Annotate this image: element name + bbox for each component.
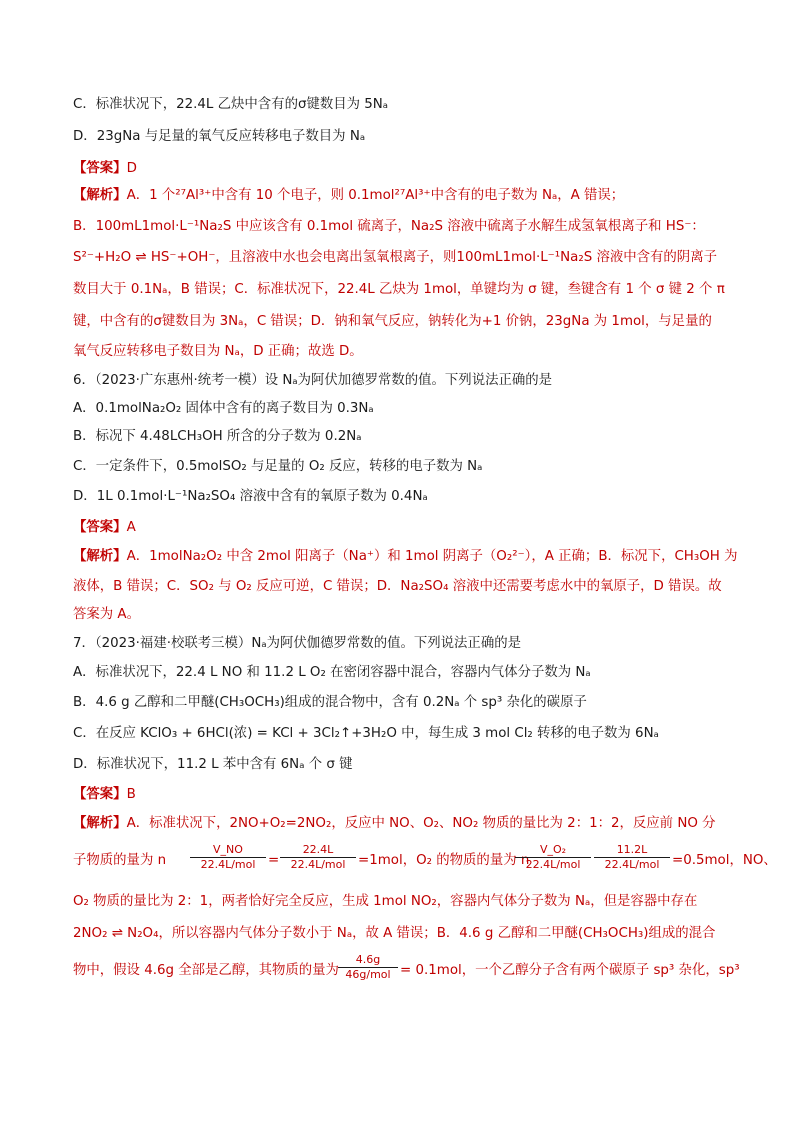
analysis-3-line-1 — [73, 815, 733, 833]
analysis-3-line-4: 2NO₂ ⇌ N₂O₄，所以容器内气体分子数小于 Nₐ，故 A 错误；B．4.6 g 乙醇和二甲醚(CH₃OCH₃)组成的混合 — [73, 926, 716, 941]
fraction-denominator: 22.4L/mol — [200, 858, 256, 871]
answer-label: 【答案】 — [73, 787, 127, 802]
fraction-denominator: 22.4L/mol — [604, 858, 660, 871]
fraction-11-2 — [594, 843, 670, 872]
answer-2 — [73, 519, 733, 537]
q7-option-c: C．在反应 KClO₃ + 6HCl(浓) = KCl + 3Cl₂↑+3H₂O 中，每生成 3 mol Cl₂ 转移的电子数为 6Nₐ — [73, 726, 659, 741]
fraction-denominator: 46g/mol — [345, 968, 391, 981]
analysis-text: A．1molNa₂O₂ 中含 2mol 阳离子（Na⁺）和 1mol 阴离子（O₂²⁻），A 正确；B．标况下，CH₃OH 为 — [126, 549, 738, 564]
answer-value: D — [126, 161, 137, 176]
q7-option-a: A．标准状况下，22.4 L NO 和 11.2 L O₂ 在密闭容器中混合，容器内气体分子数为 Nₐ — [73, 665, 591, 680]
answer-value: A — [126, 520, 136, 535]
analysis-1-line-1 — [73, 187, 733, 205]
q7-option-d: D．标准状况下，11.2 L 苯中含有 6Nₐ 个 σ 键 — [73, 757, 353, 772]
fraction-22-4 — [280, 843, 356, 872]
q6-option-a: A．0.1molNa₂O₂ 固体中含有的离子数目为 0.3Nₐ — [73, 401, 374, 416]
answer-label: 【答案】 — [73, 520, 127, 535]
q5-option-d: D．23gNa 与足量的氧气反应转移电子数目为 Nₐ — [73, 129, 366, 144]
q6-stem: 6．（2023·广东惠州·统考一模）设 Nₐ为阿伏加德罗常数的值。下列说法正确的是 — [73, 373, 553, 388]
fraction-numerator: V_O₂ — [515, 843, 591, 858]
answer-value: B — [126, 787, 136, 802]
q7-option-b: B．4.6 g 乙醇和二甲醚(CH₃OCH₃)组成的混合物中，含有 0.2Nₐ 个 sp³ 杂化的碳原子 — [73, 695, 587, 710]
analysis-3-line-2a: 子物质的量为 n — [73, 853, 167, 868]
fraction-v-no — [190, 843, 266, 872]
fraction-numerator: 22.4L — [280, 843, 356, 858]
analysis-1-line-2: B．100mL1mol·L⁻¹Na₂S 中应该含有 0.1mol 硫离子，Na₂S 溶液中硫离子水解生成氢氧根离子和 HS⁻： — [73, 219, 705, 234]
answer-label: 【答案】 — [73, 161, 127, 176]
fraction-denominator: 22.4L/mol — [290, 858, 346, 871]
analysis-1-line-5: 键，中含有的σ键数目为 3Nₐ，C 错误；D．钠和氧气反应，钠转化为+1 价钠，23gNa 为 1mol，与足量的 — [73, 314, 712, 329]
analysis-2-line-3: 答案为 A。 — [73, 607, 140, 622]
q6-option-d: D．1L 0.1mol·L⁻¹Na₂SO₄ 溶液中含有的氧原子数为 0.4Nₐ — [73, 489, 428, 504]
fraction-denominator: 22.4L/mol — [525, 858, 581, 871]
answer-1 — [73, 160, 733, 178]
analysis-label: 【解析】 — [73, 188, 127, 203]
fraction-numerator: 4.6g — [338, 953, 398, 968]
fraction-numerator: V_NO — [190, 843, 266, 858]
equals-sign: = — [268, 853, 280, 868]
analysis-1-line-4: 数目大于 0.1Nₐ，B 错误；C．标准状况下，22.4L 乙炔为 1mol，单键均为 σ 键，叁键含有 1 个 σ 键 2 个 π — [73, 282, 725, 297]
fraction-numerator: 11.2L — [594, 843, 670, 858]
analysis-1-line-6: 氧气反应转移电子数目为 Nₐ，D 正确；故选 D。 — [73, 344, 363, 359]
q6-option-b: B．标况下 4.48LCH₃OH 所含的分子数为 0.2Nₐ — [73, 429, 362, 444]
q6-option-c: C．一定条件下，0.5molSO₂ 与足量的 O₂ 反应，转移的电子数为 Nₐ — [73, 459, 483, 474]
analysis-3-line-2d: =0.5mol，NO、 — [672, 853, 777, 868]
analysis-3-line-3: O₂ 物质的量比为 2：1，两者恰好完全反应，生成 1mol NO₂，容器内气体分子数为 Nₐ，但是容器中存在 — [73, 894, 698, 909]
analysis-label: 【解析】 — [73, 816, 127, 831]
q5-option-c: C．标准状况下，22.4L 乙炔中含有的σ键数目为 5Nₐ — [73, 97, 389, 112]
answer-3 — [73, 786, 733, 804]
analysis-3-line-2c: =1mol，O₂ 的物质的量为 n — [358, 853, 530, 868]
q7-stem: 7．（2023·福建·校联考三模）Nₐ为阿伏伽德罗常数的值。下列说法正确的是 — [73, 636, 521, 651]
analysis-3-line-5b: = 0.1mol，一个乙醇分子含有两个碳原子 sp³ 杂化，sp³ — [400, 963, 740, 978]
analysis-3-line-5a: 物中，假设 4.6g 全部是乙醇，其物质的量为 — [73, 963, 339, 978]
analysis-2-line-1 — [73, 548, 738, 566]
fraction-v-o2 — [515, 843, 591, 872]
analysis-2-line-2: 液体，B 错误；C．SO₂ 与 O₂ 反应可逆，C 错误；D．Na₂SO₄ 溶液中还需要考虑水中的氧原子，D 错误。故 — [73, 579, 722, 594]
analysis-text: A．标准状况下，2NO+O₂=2NO₂，反应中 NO、O₂、NO₂ 物质的量比为 2：1：2，反应前 NO 分 — [126, 816, 716, 831]
analysis-1-line-3: S²⁻+H₂O ⇌ HS⁻+OH⁻，且溶液中水也会电离出氢氧根离子，则100mL1mol·L⁻¹Na₂S 溶液中含有的阴离子 — [73, 250, 717, 265]
fraction-4-6g — [338, 953, 398, 982]
analysis-text: A．1 个²⁷Al³⁺中含有 10 个电子，则 0.1mol²⁷Al³⁺中含有的电子数为 Nₐ，A 错误； — [126, 188, 625, 203]
analysis-label: 【解析】 — [73, 549, 127, 564]
